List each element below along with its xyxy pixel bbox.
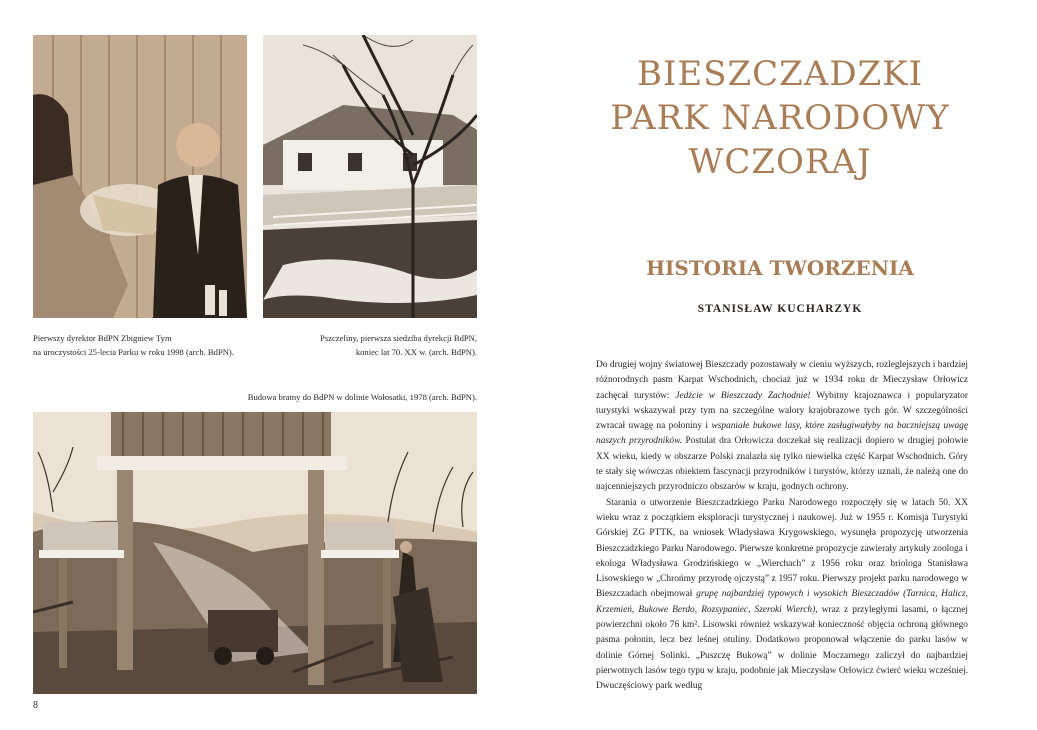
caption-photo-pszczeliny: Pszczeliny, pierwsza siedziba dyrekcji BdPN, koniec lat 70. XX w. (arch. BdPN).: [320, 333, 477, 357]
photo-pszczeliny-house: [263, 35, 477, 318]
paragraph: Starania o utworzenie Bieszczadzkiego Parku Narodowego rozpoczęły się w latach 50. XX wieku wraz z początkiem eksploracji turystycznej i naukowej. Już w 1955 r. Komisja Turystyki Górskiej ZG PTTK, na wniosek Władysława Krygowskiego, wysunęła propozycję utworzenia Bieszczadzkiego Parku Narodowego. Pierwsze konkretne propozycje zawierały artykuły zoologa i ekologa Władysława Grodzińskiego w „Wierchach” z 1956 roku oraz briologa Stanisława Lisowskiego w „Chrońmy przyrodę ojczystą” z 1957 roku. Pierwszy projekt parku narodowego w Bieszczadach obejmował grupę najbardziej typowych i wysokich Bieszczadów (Tarnica, Halicz, Krzemień, Bukowe Berdo, Rozsypaniec, Szeroki Wierch), wraz z przyległymi lasami, o łącznej powierzchni około 76 km². Lisowski również wskazywał konieczność objęcia ochroną głównego pasma połonin, lecz bez leśnej otuliny. Dodatkowo proponował włączenie do parku lasów w dolinie Górnej Solinki. „Puszczę Bukową” w dolinie Moczarnego zaliczył do najbardziej pierwotnych lasów tego typu w kraju, podobnie jak Mieczysław Orłowicz ćwierć wieku wcześniej. Dwuczęściowy park według: [596, 497, 968, 692]
caption-photo-gate: Budowa bramy do BdPN w dolinie Wołosatki, 1978 (arch. BdPN).: [247, 392, 477, 402]
page-title: BIESZCZADZKI PARK NARODOWY WCZORAJ: [610, 54, 950, 182]
caption-photo-director: Pierwszy dyrektor BdPN Zbigniew Tym na uroczystości 25-lecia Parku w roku 1998 (arch. BdPN).: [33, 333, 234, 357]
article-body: [596, 358, 968, 695]
photo-gate-construction: [33, 412, 477, 694]
page-number: 8: [33, 700, 38, 711]
paragraph: Do drugiej wojny światowej Bieszczady pozostawały w cieniu wyższych, rozleglejszych i bardziej różnorodnych pasm Karpat Wschodnich, chociaż już w 1934 roku dr Mieczysław Orłowicz zachęcał turystów: Jedźcie w Bieszczady Zachodnie! Wybitny krajoznawca i popularyzator turystyki wskazywał przy tym na szczególne walory krajobrazowe tych gór. W szczególności zwracał uwagę na połoniny i wspaniałe bukowe lasy, które zasługiwałyby na baczniejszą uwagę naszych przyrodników. Postulat dra Orłowicza doczekał się realizacji dopiero w drugiej połowie XX wieku, kiedy w obszarze Polski znalazła się tylko niewielka część Karpat Wschodnich. Góry te stały się wówczas obiektem fascynacji przyrodników i turystów, którzy uznali, że należą one do najcenniejszych przyrodniczo obszarów w kraju, godnych ochrony.: [596, 360, 968, 493]
author-name: STANISŁAW KUCHARZYK: [697, 303, 863, 315]
photo-director-zbigniew-tym: [33, 35, 247, 318]
section-subtitle: HISTORIA TWORZENIA: [646, 256, 914, 280]
